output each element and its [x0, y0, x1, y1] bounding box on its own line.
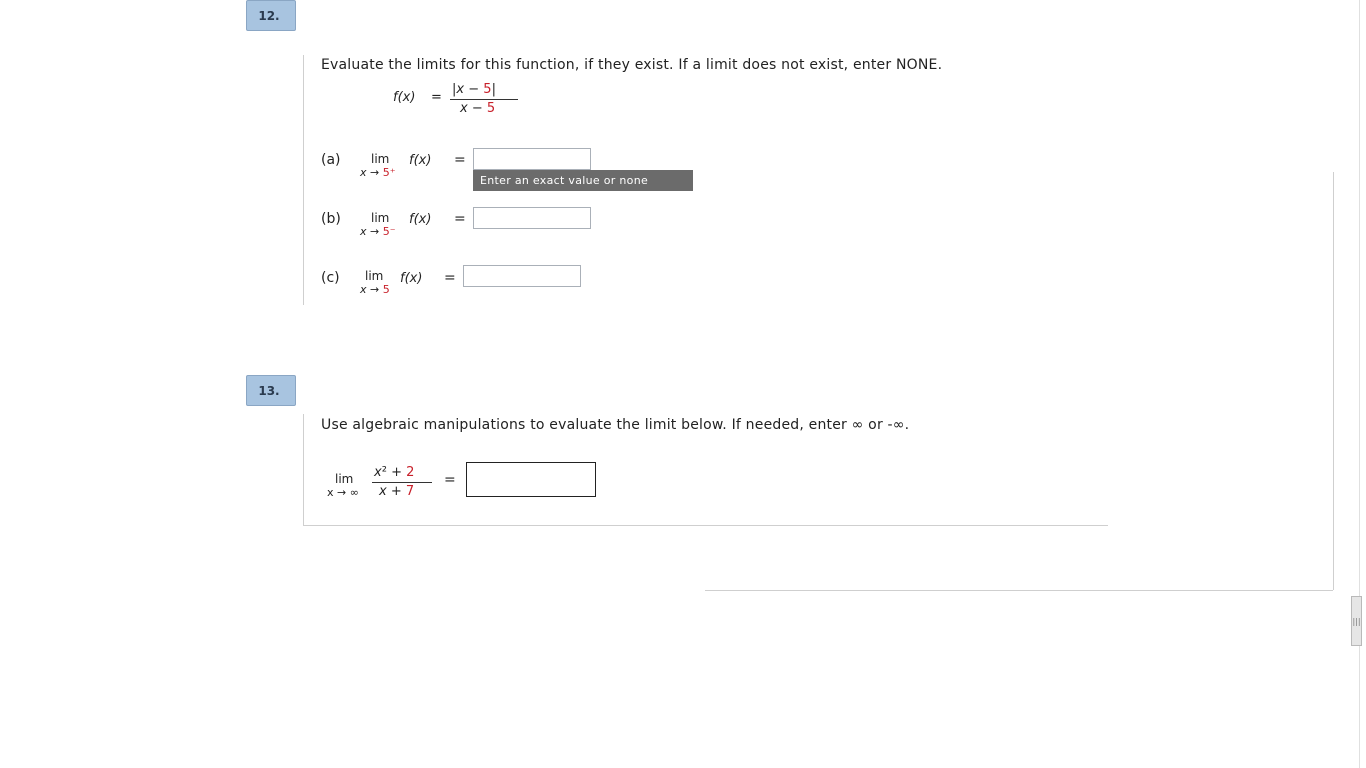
part-c-label: (c) — [321, 270, 340, 286]
q13-answer-input[interactable] — [466, 462, 596, 497]
input-hint-tooltip: Enter an exact value or none — [473, 170, 693, 191]
part-b-fx: f(x) — [409, 212, 432, 227]
part-c-subscript: x → 5 — [360, 283, 390, 296]
part-b-subscript: x → 5⁻ — [360, 225, 396, 238]
part-a-lim: lim — [371, 152, 390, 166]
part-c-equals: = — [444, 270, 456, 286]
part-b-equals: = — [454, 211, 466, 227]
function-denominator: x − 5 — [460, 101, 496, 116]
function-numerator: |x − 5| — [452, 82, 496, 97]
content-frame-bottom — [705, 590, 1333, 591]
question-12-left-border — [303, 55, 304, 305]
question-12-prompt: Evaluate the limits for this function, if they exist. If a limit does not exist, enter NONE. — [321, 57, 943, 73]
part-a-answer-input[interactable] — [473, 148, 591, 170]
window-edge — [1359, 0, 1360, 768]
function-equals: = — [431, 90, 442, 105]
part-c-answer-input[interactable] — [463, 265, 581, 287]
part-a-fx: f(x) — [409, 153, 432, 168]
part-b-lim: lim — [371, 211, 390, 225]
content-frame-right — [1333, 172, 1334, 590]
question-13-prompt: Use algebraic manipulations to evaluate the limit below. If needed, enter ∞ or -∞. — [321, 417, 910, 433]
part-a-subscript: x → 5⁺ — [360, 166, 396, 179]
part-c-lim: lim — [365, 269, 384, 283]
part-a-equals: = — [454, 152, 466, 168]
scrollbar-thumb[interactable]: ||| — [1351, 596, 1362, 646]
q13-subscript: x → ∞ — [327, 486, 359, 499]
question-13-left-border — [303, 414, 304, 526]
part-b-label: (b) — [321, 211, 341, 227]
q13-numerator: x² + 2 — [374, 465, 415, 480]
q13-denominator: x + 7 — [379, 484, 415, 499]
part-c-fx: f(x) — [400, 271, 423, 286]
q13-lim: lim — [335, 472, 354, 486]
part-b-answer-input[interactable] — [473, 207, 591, 229]
function-fraction-bar — [450, 99, 518, 100]
q13-equals: = — [444, 472, 456, 488]
question-number-12: 12. — [246, 0, 296, 31]
function-lhs: f(x) — [393, 90, 416, 105]
question-13-bottom-border — [303, 525, 1108, 526]
q13-fraction-bar — [372, 482, 432, 483]
part-a-label: (a) — [321, 152, 341, 168]
question-number-13: 13. — [246, 375, 296, 406]
